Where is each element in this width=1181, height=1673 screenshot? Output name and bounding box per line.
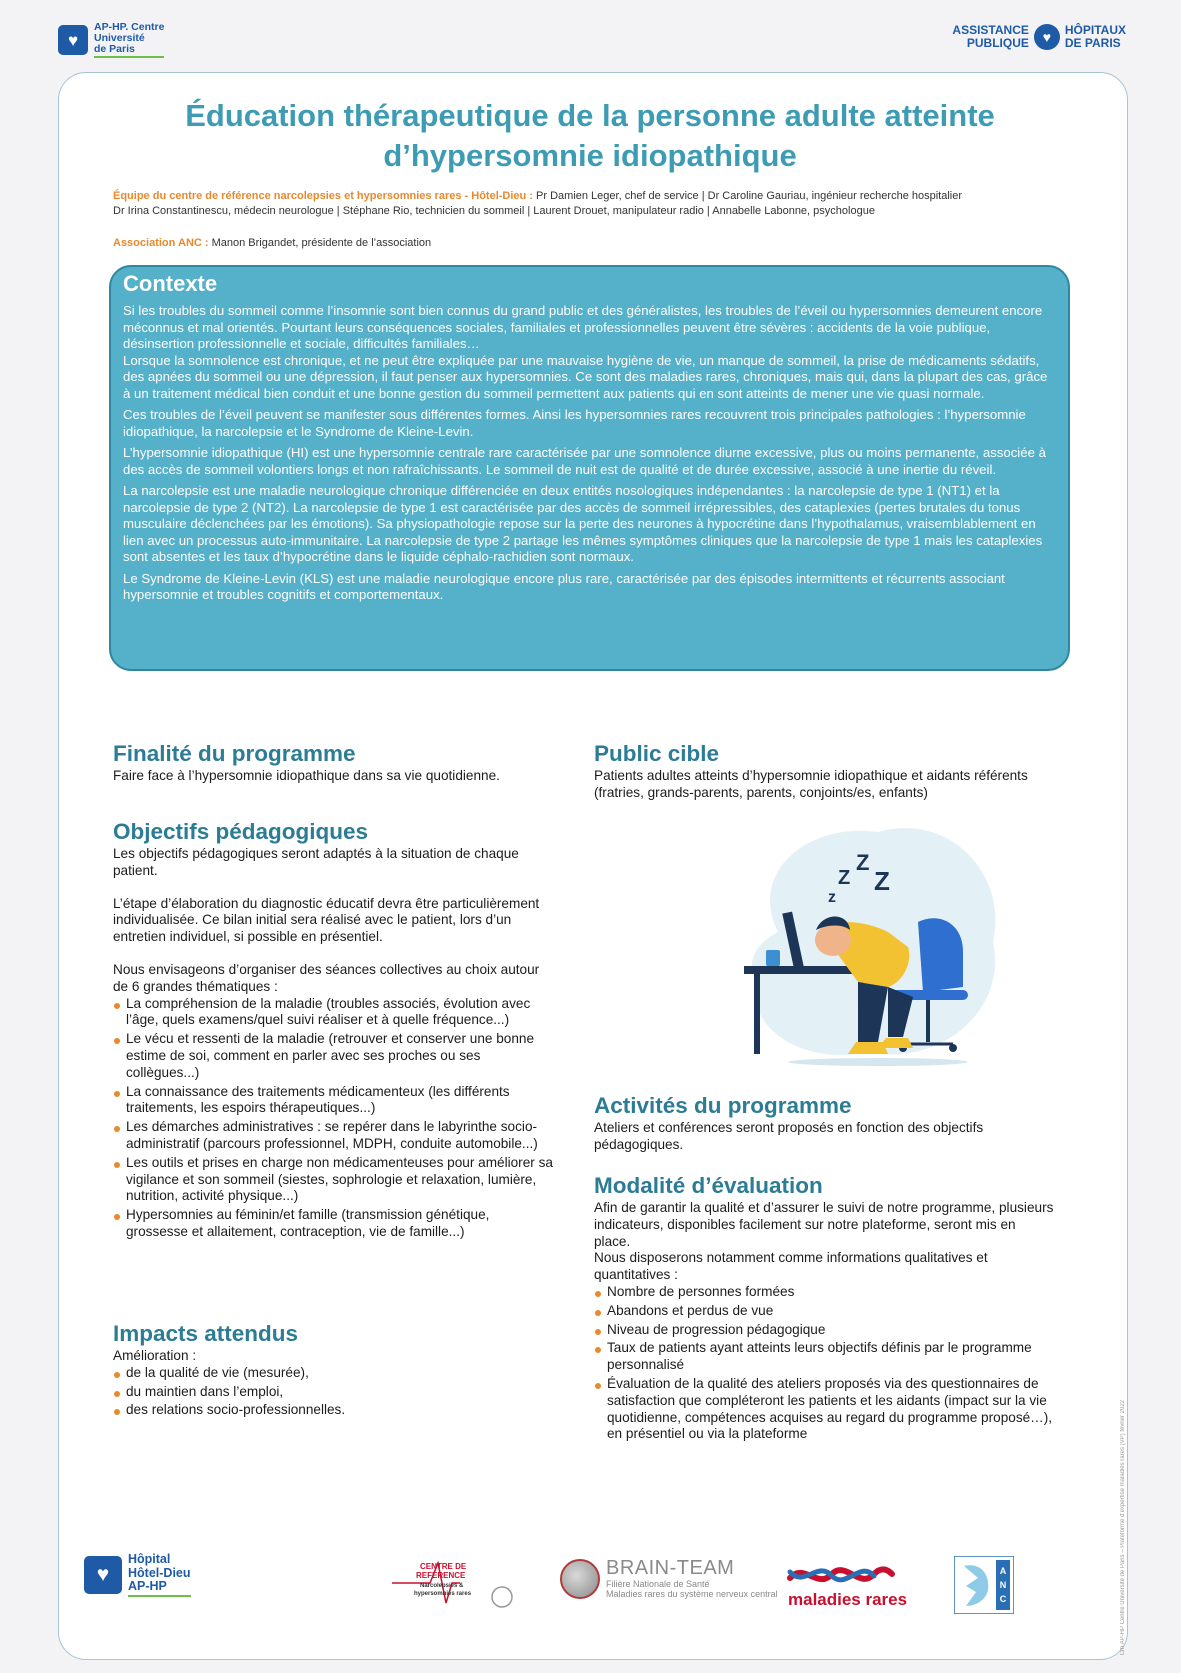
brain-team-sub: Maladies rares du système nerveux central — [606, 1589, 778, 1599]
hotel-dieu-line: AP-HP — [128, 1579, 167, 1593]
public-section — [594, 740, 1054, 802]
aphp-logo-line: Université — [94, 32, 145, 44]
brain-team-title: BRAIN-TEAM — [606, 1557, 735, 1579]
impacts-list — [113, 1365, 553, 1419]
team-line-2: Dr Irina Constantinescu, médecin neurologue | Stéphane Rio, technicien du sommeil | Laurent Drouet, manipulateur radio | Annabelle Labonne, psychologue — [113, 205, 875, 217]
public-text: Patients adultes atteints d’hypersomnie idiopathique et aidants référents (fratries, grands-parents, parents, conjoints/es, enfants) — [594, 768, 1028, 800]
contexte-paragraph: Ces troubles de l’éveil peuvent se manifester sous différentes formes. Ainsi les hypersomnies rares recouvrent trois principales pathologies : l’hypersomnie idiopathique, la narcolepsie et le Syndrome de Kleine-Levin. — [123, 407, 1026, 439]
brain-icon — [560, 1559, 600, 1599]
cref-text: REFERENCE — [416, 1571, 466, 1580]
activites-title: Activités du programme — [594, 1093, 852, 1118]
association-credits — [113, 236, 431, 250]
hotel-dieu-line: Hôtel-Dieu — [128, 1565, 191, 1580]
list-item: Le vécu et ressenti de la maladie (retrouver et conserver une bonne estime de soi, comment en parler avec ses proches ou ses collègues...) — [113, 1031, 553, 1081]
svg-text:N: N — [999, 1580, 1007, 1590]
list-item: Abandons et perdus de vue — [594, 1303, 1054, 1320]
team-credits — [113, 189, 1113, 219]
assistance-publique-logo — [952, 24, 1126, 50]
ap-heart-icon: ♥ — [1034, 24, 1060, 50]
impacts-intro: Amélioration : — [113, 1348, 197, 1363]
contexte-paragraph: Si les troubles du sommeil comme l’insomnie sont bien connus du grand public et des généralistes, les troubles de l’éveil ou hypersomnies demeurent encore méconnus et mal orientés. Pourtant leurs conséquences sociales, familiales et professionnelles peuvent être sévères : accidents de la voie publique, désinsertion professionnelle et sociale, difficultés familiales… — [123, 303, 1043, 351]
list-item: La compréhension de la maladie (troubles associés, évolution avec l’âge, quels examens/quel suivi réaliser et à quelle fréquence...) — [113, 996, 553, 1030]
list-item: Les démarches administratives : se repérer dans le labyrinthe socio-administratif (parcours professionnel, MDPH, conduite automobile...) — [113, 1119, 553, 1153]
anc-logo — [954, 1556, 1014, 1614]
ap-logo-line: ASSISTANCE — [952, 23, 1029, 37]
contexte-title: Contexte — [123, 271, 218, 296]
maladies-rares-wave-icon — [786, 1560, 896, 1590]
svg-text:A: A — [999, 1566, 1007, 1576]
svg-text:Z: Z — [874, 866, 890, 896]
objectifs-paragraph: L’étape d’élaboration du diagnostic éducatif devra être particulièrement individualisée. Ce bilan initial sera réalisé avec le patient, lors d’un entretien individuel, si possible en présentiel. — [113, 895, 540, 945]
objectifs-title: Objectifs pédagogiques — [113, 819, 369, 844]
contexte-paragraph: L’hypersomnie idiopathique (HI) est une hypersomnie centrale rare caractérisée par une somnolence diurne excessive, plus ou moins permanente, associée à des accès de sommeil volontiers longs et non rafraîchissants. Le sommeil de nuit est de qualité et de durée excessive, associé à une inertie du réveil. — [123, 445, 1046, 477]
page-title — [70, 96, 1110, 176]
aphp-heart-icon: ♥ — [58, 25, 88, 55]
list-item: des relations socio-professionnelles. — [113, 1402, 553, 1419]
impacts-section — [113, 1320, 553, 1421]
brain-team-logo — [560, 1558, 778, 1599]
finalite-title: Finalité du programme — [113, 741, 356, 766]
contexte-paragraph: Lorsque la somnolence est chronique, et ne peut être expliquée par une mauvaise hygiène de vie, un manque de sommeil, la prise de médicaments sédatifs, des apnées du sommeil ou une dépression, il faut penser aux hypersomnies. Ce sont des maladies rares, chroniques, mais qui, dans la plupart des cas, grâce à un traitement médical bien conduit et une bonne gestion du sommeil permettent aux patients qui en sont atteints de mener une vie quasi normale. — [123, 352, 1048, 401]
title-line-1: Éducation thérapeutique de la personne adulte atteinte — [185, 98, 995, 133]
team-line-1: Pr Damien Leger, chef de service | Dr Caroline Gauriau, ingénieur recherche hospitalier — [532, 190, 963, 202]
svg-text:Z: Z — [838, 867, 851, 889]
activites-section — [594, 1092, 1054, 1154]
association-text: Manon Brigandet, présidente de l’association — [208, 237, 432, 249]
contexte-paragraph: Le Syndrome de Kleine-Levin (KLS) est une maladie neurologique encore plus rare, caractérisée par des épisodes intermittents et récurrents associant hypersomnie et troubles cognitifs et comportementaux. — [123, 570, 1005, 602]
contexte-paragraph: La narcolepsie est une maladie neurologique chronique différenciée en deux entités nosologiques indépendantes : la narcolepsie de type 1 (NT1) et la narcolepsie de type 2 (NT2). La narcolepsie de type 1 est caractérisée par des accès de sommeil irrépressibles, des cataplexies (pertes brutales du tonus musculaire déclenchées par les émotions). Sa physiopathologie repose sur la perte des neurones à hypocrétine dans l’hypothalamus, vraisemblablement en lien avec un processus auto-immunitaire. La narcolepsie de type 2 partage les mêmes symptômes cliniques que la narcolepsie de type 1 mais les cataplexies sont absentes et les taux d’hypocrétine dans le liquide céphalo-rachidien sont normaux. — [123, 483, 1043, 564]
svg-text:C: C — [999, 1594, 1007, 1604]
evaluation-section — [594, 1172, 1054, 1445]
cref-text: Narcolepsies & — [420, 1583, 464, 1589]
public-title: Public cible — [594, 741, 720, 766]
cref-text: CENTRE DE — [420, 1562, 467, 1571]
activites-text: Ateliers et conférences seront proposés en fonction des objectifs pédagogiques. — [594, 1120, 984, 1152]
evaluation-paragraph: Afin de garantir la qualité et d’assurer le suivi de notre programme, plusieurs indicateurs, disponibles facilement sur notre plateforme, seront mis en place. — [594, 1200, 1054, 1249]
sleeping-person-at-desk-illustration — [738, 812, 1008, 1072]
list-item: Hypersomnies au féminin/et famille (transmission génétique, grossesse et allaitement, contraception, vie de famille...) — [113, 1207, 553, 1241]
contexte-box — [109, 265, 1070, 671]
ap-logo-line: PUBLIQUE — [966, 36, 1029, 50]
evaluation-paragraph: Nous disposerons notamment comme informations qualitatives et quantitatives : — [594, 1250, 988, 1283]
maladies-rares-logo — [786, 1560, 908, 1614]
hotel-dieu-line: Hôpital — [128, 1552, 171, 1566]
hotel-dieu-heart-icon: ♥ — [84, 1556, 122, 1594]
centre-reference-logo — [390, 1553, 520, 1613]
association-label: Association ANC : — [113, 237, 209, 249]
objectifs-section — [113, 818, 553, 1243]
cref-text: hypersomnies rares — [414, 1591, 472, 1597]
brain-team-sub: Filière Nationale de Santé — [606, 1579, 710, 1589]
list-item: La connaissance des traitements médicamenteux (les différents traitements, les espoirs thérapeutiques...) — [113, 1084, 553, 1118]
svg-text:z: z — [828, 889, 836, 906]
list-item: Les outils et prises en charge non médicamenteuses pour améliorer sa vigilance et son sommeil (siestes, sophrologie et relaxation, lumière, nutrition, activité physique...) — [113, 1155, 553, 1205]
ap-logo-line: DE PARIS — [1064, 36, 1121, 50]
list-item: Niveau de progression pédagogique — [594, 1322, 1054, 1339]
aphp-logo-line: AP-HP. Centre — [94, 21, 165, 33]
impacts-title: Impacts attendus — [113, 1321, 299, 1346]
aphp-centre-logo — [58, 22, 164, 58]
list-item: de la qualité de vie (mesurée), — [113, 1365, 553, 1382]
side-credit-note: Crh AP-HP Centre Université de Paris – Plateforme d’expertise maladies rares (VP) février 2022 — [1120, 1400, 1126, 1656]
aphp-logo-line: de Paris — [94, 43, 135, 55]
team-label: Équipe du centre de référence narcolepsies et hypersomnies rares - Hôtel-Dieu : — [113, 190, 533, 202]
list-item: Évaluation de la qualité des ateliers proposés via des questionnaires de satisfaction que compléteront les patients et les aidants (impact sur la vie quotidienne, compétences acquises au regard du programme proposé…), en présentiel ou via la plateforme — [594, 1376, 1054, 1443]
list-item: Nombre de personnes formées — [594, 1284, 1054, 1301]
objectifs-list — [113, 996, 553, 1241]
evaluation-title: Modalité d’évaluation — [594, 1173, 823, 1198]
maladies-rares-text: maladies rares — [788, 1590, 908, 1609]
list-item: du maintien dans l’emploi, — [113, 1384, 553, 1401]
ap-logo-line: HÔPITAUX — [1064, 23, 1126, 37]
title-line-2: d’hypersomnie idiopathique — [383, 138, 797, 173]
objectifs-paragraph: Nous envisageons d’organiser des séances collectives au choix autour de 6 grandes thématiques : — [113, 961, 540, 994]
finalite-text: Faire face à l’hypersomnie idiopathique dans sa vie quotidienne. — [113, 768, 500, 783]
list-item: Taux de patients ayant atteints leurs objectifs définis par le programme personnalisé — [594, 1340, 1054, 1374]
finalite-section — [113, 740, 553, 785]
evaluation-list — [594, 1284, 1054, 1443]
svg-text:Z: Z — [856, 850, 870, 875]
hotel-dieu-logo — [84, 1553, 191, 1597]
objectifs-paragraph: Les objectifs pédagogiques seront adaptés à la situation de chaque patient. — [113, 846, 519, 878]
